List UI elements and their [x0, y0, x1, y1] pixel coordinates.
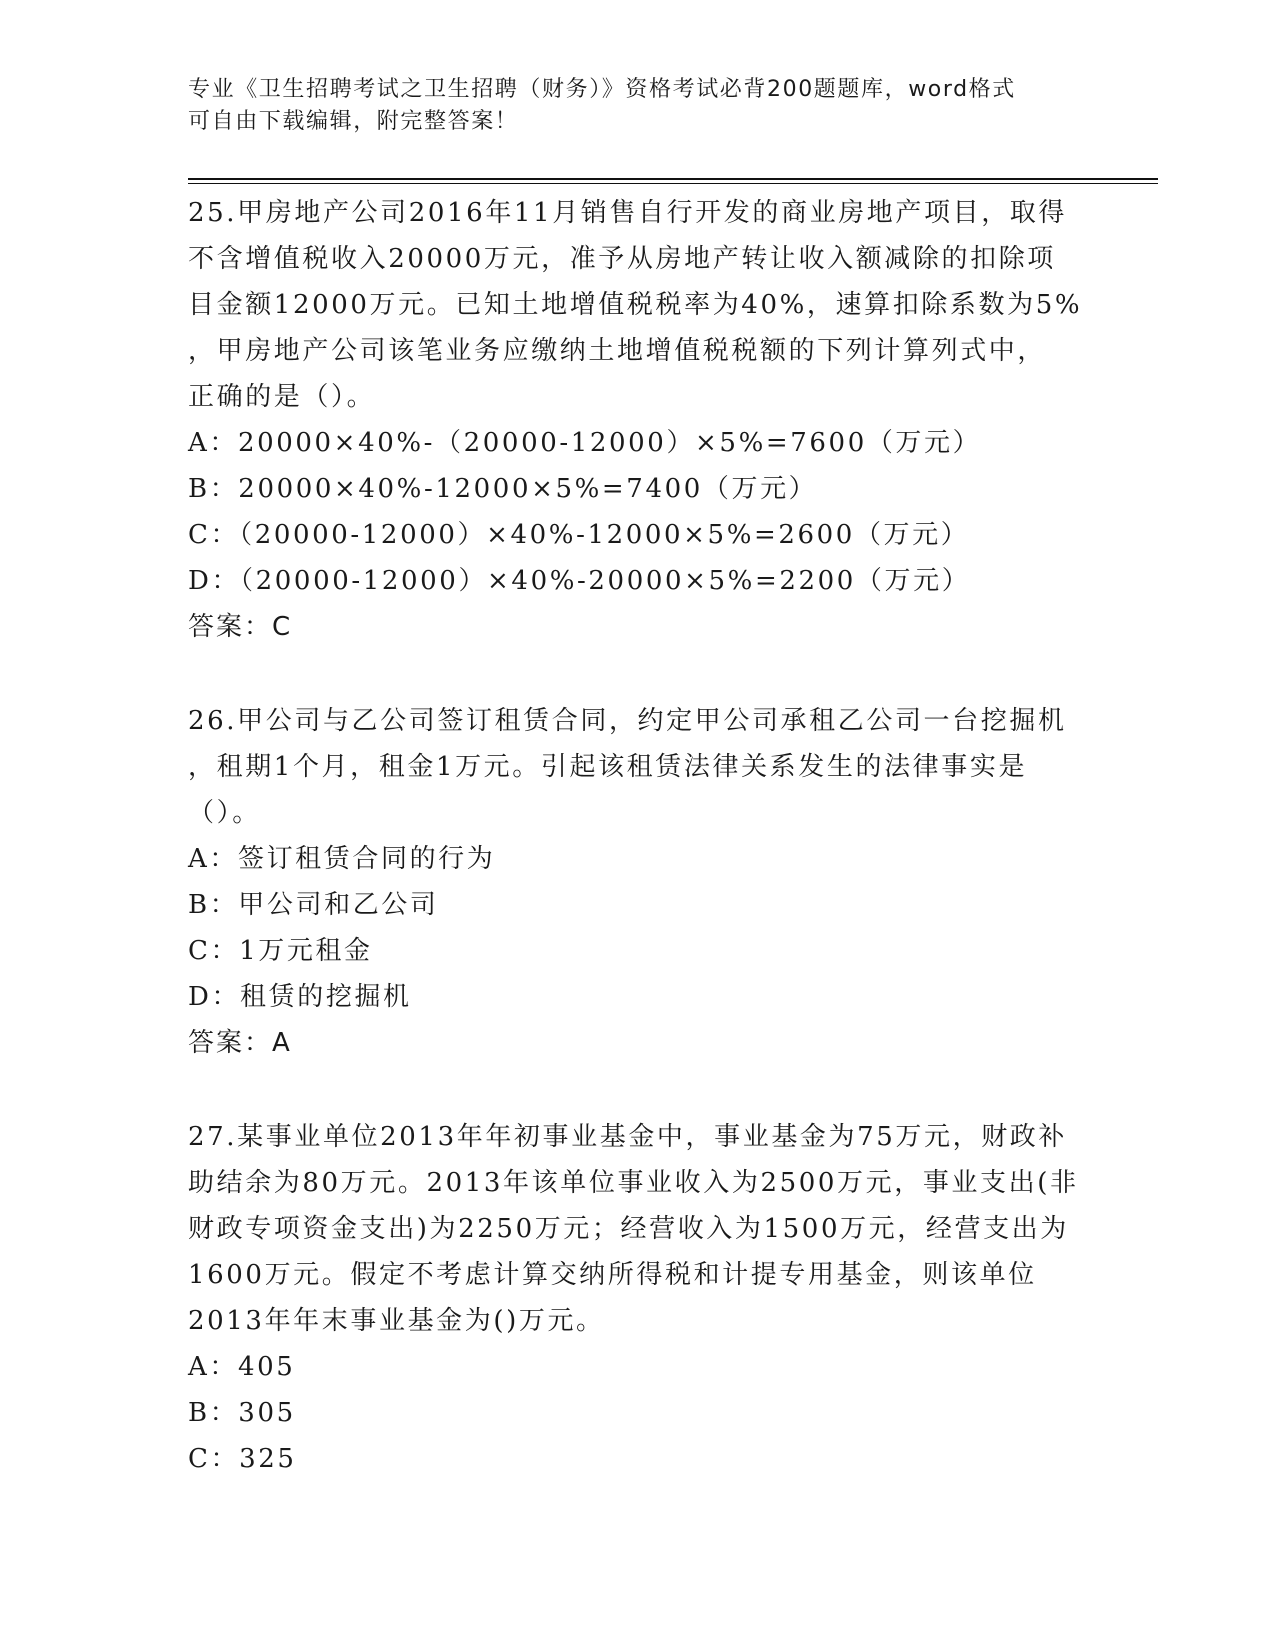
question-stem-line: 目金额12000万元。已知土地增值税税率为40%，速算扣除系数为5% — [188, 290, 1083, 320]
question-stem-line: 26.甲公司与乙公司签订租赁合同，约定甲公司承租乙公司一台挖掘机 — [188, 706, 1067, 736]
question-stem-line: ，租期1个月，租金1万元。引起该租赁法律关系发生的法律事实是 — [188, 752, 1028, 782]
question-stem-line: 正确的是（）。 — [188, 382, 376, 412]
option-a: A：405 — [188, 1352, 296, 1382]
question-25 — [188, 190, 1088, 650]
spacer — [188, 650, 1088, 698]
option-d: D：（20000-12000）×40%-20000×5%=2200（万元） — [188, 566, 971, 596]
document-header — [188, 74, 1088, 138]
question-27 — [188, 1114, 1088, 1482]
spacer — [188, 1066, 1088, 1114]
option-c: C：1万元租金 — [188, 936, 373, 966]
option-a: A：20000×40%-（20000-12000）×5%=7600（万元） — [188, 428, 982, 458]
option-c: C：（20000-12000）×40%-12000×5%=2600（万元） — [188, 520, 970, 550]
question-stem-line: 财政专项资金支出)为2250万元；经营收入为1500万元，经营支出为 — [188, 1214, 1069, 1244]
answer-label: 答案：A — [188, 1028, 292, 1058]
question-stem-line: 2013年年末事业基金为()万元。 — [188, 1306, 605, 1336]
header-line: 专业《卫生招聘考试之卫生招聘（财务）》资格考试必背200题题库，word格式 — [188, 77, 1016, 102]
answer-label: 答案：C — [188, 612, 293, 642]
question-stem-line: 1600万元。假定不考虑计算交纳所得税和计提专用基金，则该单位 — [188, 1260, 1037, 1290]
question-stem-line: （）。 — [188, 798, 261, 828]
option-b: B：20000×40%-12000×5%=7400（万元） — [188, 474, 818, 504]
question-26 — [188, 698, 1088, 1066]
option-a: A：签订租赁合同的行为 — [188, 844, 496, 874]
header-line: 可自由下载编辑，附完整答案！ — [188, 109, 519, 134]
question-stem-line: 助结余为80万元。2013年该单位事业收入为2500万元，事业支出(非 — [188, 1168, 1079, 1198]
question-stem-line: 25.甲房地产公司2016年11月销售自行开发的商业房地产项目，取得 — [188, 198, 1068, 228]
header-divider — [188, 178, 1158, 180]
option-b: B：甲公司和乙公司 — [188, 890, 439, 920]
question-stem-line: ，甲房地产公司该笔业务应缴纳土地增值税税额的下列计算列式中， — [188, 336, 1047, 366]
option-b: B：305 — [188, 1398, 296, 1428]
question-stem-line: 27.某事业单位2013年年初事业基金中，事业基金为75万元，财政补 — [188, 1122, 1068, 1152]
option-d: D：租赁的挖掘机 — [188, 982, 412, 1012]
header-divider — [188, 183, 1158, 184]
question-stem-line: 不含增值税收入20000万元，准予从房地产转让收入额减除的扣除项 — [188, 244, 1056, 274]
question-list — [188, 190, 1088, 1482]
option-c: C：325 — [188, 1444, 297, 1474]
